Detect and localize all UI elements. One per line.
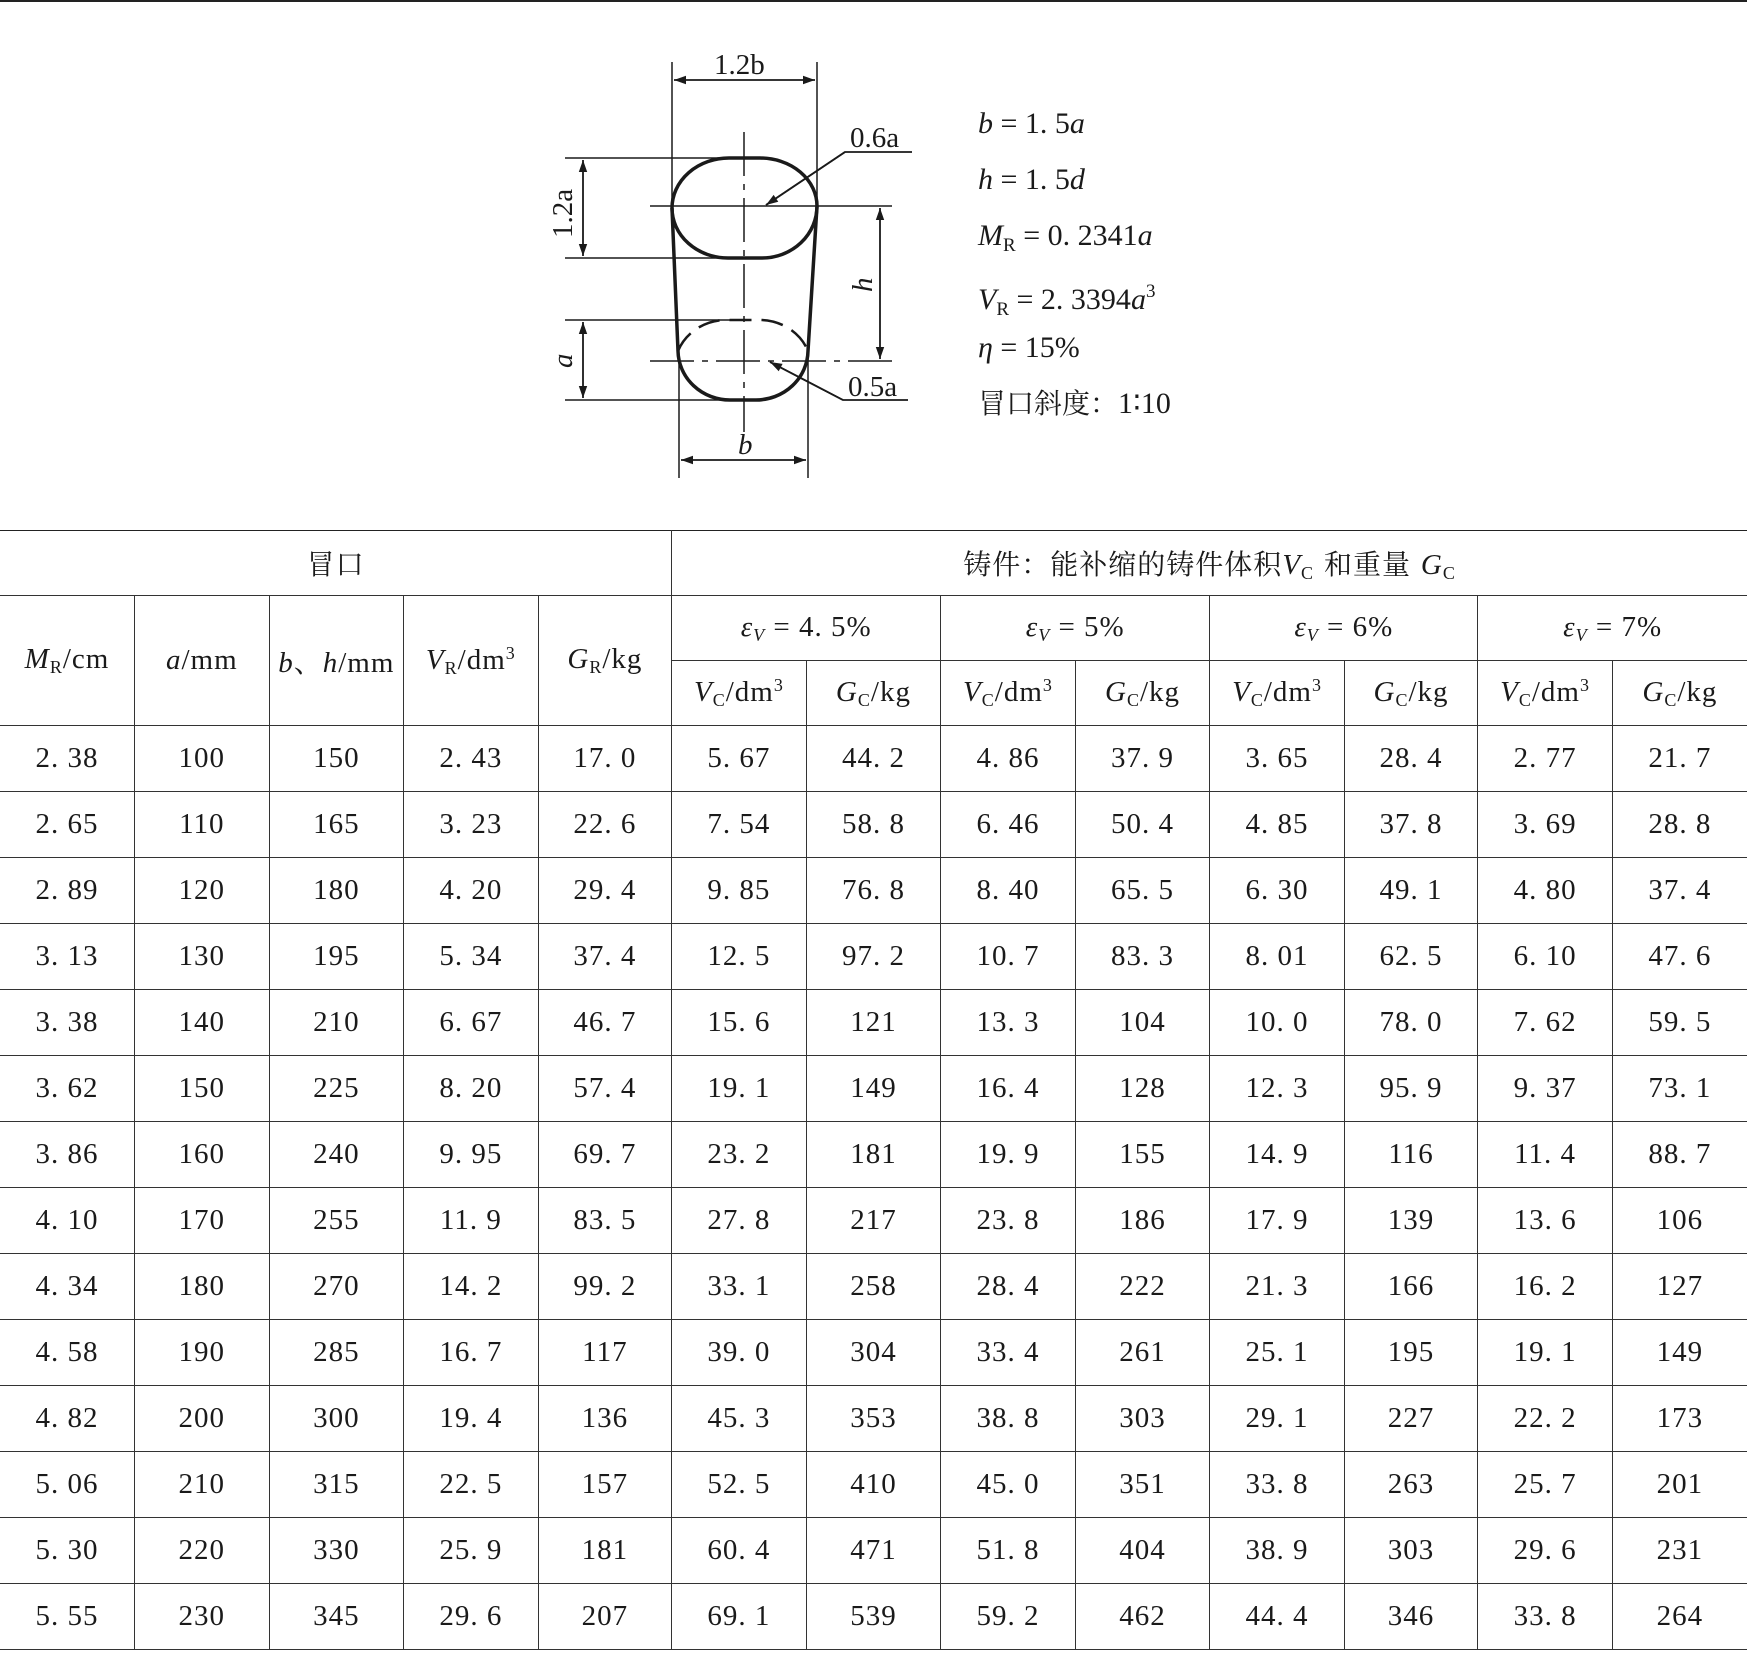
table-cell: 69. 7 (538, 1122, 672, 1188)
table-cell: 6. 67 (404, 990, 539, 1056)
table-row (0, 1188, 1747, 1254)
table-cell: 258 (806, 1254, 941, 1320)
table-cell: 25. 7 (1478, 1452, 1613, 1518)
table-cell: 28. 8 (1612, 792, 1747, 858)
table-cell: 539 (806, 1584, 941, 1650)
table-cell: 57. 4 (538, 1056, 672, 1122)
table-cell: 28. 4 (1344, 726, 1478, 792)
header-vc: $V_C/dm^3$ (1478, 661, 1613, 726)
table-cell: 15. 6 (672, 990, 807, 1056)
table-cell: 4. 82 (0, 1386, 135, 1452)
table-cell: 165 (269, 792, 404, 858)
header-mr: $M_R/cm$ (0, 596, 135, 726)
header-eps-1: $\varepsilon_V = 4$. 5% (672, 596, 941, 661)
table-cell: 170 (135, 1188, 270, 1254)
table-cell: 255 (269, 1188, 404, 1254)
table-cell: 3. 13 (0, 924, 135, 990)
table-row (0, 858, 1747, 924)
table-cell: 16. 2 (1478, 1254, 1613, 1320)
table-cell: 10. 0 (1210, 990, 1345, 1056)
table-cell: 19. 1 (1478, 1320, 1613, 1386)
table-cell: 106 (1612, 1188, 1747, 1254)
table-cell: 83. 5 (538, 1188, 672, 1254)
table-cell: 181 (538, 1518, 672, 1584)
header-gc: $G_C/kg$ (806, 661, 941, 726)
table-cell: 303 (1075, 1386, 1210, 1452)
table-cell: 13. 3 (941, 990, 1076, 1056)
table-cell: 28. 4 (941, 1254, 1076, 1320)
table-cell: 2. 77 (1478, 726, 1613, 792)
formula-vr: $V_R = 2$. $3394a^3$ (978, 281, 1156, 320)
table-cell: 155 (1075, 1122, 1210, 1188)
table-cell: 33. 1 (672, 1254, 807, 1320)
table-cell: 121 (806, 990, 941, 1056)
table-cell: 353 (806, 1386, 941, 1452)
table-cell: 149 (1612, 1320, 1747, 1386)
header-vc: $V_C/dm^3$ (1210, 661, 1345, 726)
table-cell: 25. 9 (404, 1518, 539, 1584)
table-cell: 150 (135, 1056, 270, 1122)
table-cell: 69. 1 (672, 1584, 807, 1650)
table-cell: 62. 5 (1344, 924, 1478, 990)
table-row (0, 792, 1747, 858)
table-cell: 8. 20 (404, 1056, 539, 1122)
table-cell: 11. 9 (404, 1188, 539, 1254)
label-h: h (847, 277, 879, 292)
table-cell: 44. 2 (806, 726, 941, 792)
table-cell: 37. 4 (1612, 858, 1747, 924)
table-cell: 404 (1075, 1518, 1210, 1584)
header-a: a/mm (135, 596, 270, 726)
lower-oval-dashed (678, 320, 808, 351)
table-row (0, 1320, 1747, 1386)
table-cell: 73. 1 (1612, 1056, 1747, 1122)
table-cell: 263 (1344, 1452, 1478, 1518)
table-cell: 139 (1344, 1188, 1478, 1254)
table-cell: 19. 4 (404, 1386, 539, 1452)
table-cell: 44. 4 (1210, 1584, 1345, 1650)
table-cell: 330 (269, 1518, 404, 1584)
table-cell: 210 (269, 990, 404, 1056)
table-cell: 12. 3 (1210, 1056, 1345, 1122)
table-cell: 261 (1075, 1320, 1210, 1386)
header-eps-2: $\varepsilon_V = 5\%$ (941, 596, 1210, 661)
table-cell: 33. 8 (1478, 1584, 1613, 1650)
table-cell: 231 (1612, 1518, 1747, 1584)
table-cell: 157 (538, 1452, 672, 1518)
table-cell: 45. 3 (672, 1386, 807, 1452)
table-cell: 190 (135, 1320, 270, 1386)
table-cell: 3. 86 (0, 1122, 135, 1188)
table-cell: 200 (135, 1386, 270, 1452)
header-gc: $G_C/kg$ (1612, 661, 1747, 726)
table-cell: 180 (269, 858, 404, 924)
table-cell: 117 (538, 1320, 672, 1386)
table-row (0, 1056, 1747, 1122)
table-cell: 17. 9 (1210, 1188, 1345, 1254)
table-cell: 181 (806, 1122, 941, 1188)
table-cell: 78. 0 (1344, 990, 1478, 1056)
table-row (0, 1386, 1747, 1452)
formula-eta: η = 15% (978, 331, 1080, 364)
formula-b: b = 1. 5a (978, 107, 1085, 140)
table-cell: 14. 9 (1210, 1122, 1345, 1188)
table-cell: 97. 2 (806, 924, 941, 990)
table-body (0, 726, 1747, 1650)
label-upper-height: 1.2a (547, 188, 579, 238)
table-row (0, 726, 1747, 792)
header-gc: $G_C/kg$ (1344, 661, 1478, 726)
table-cell: 76. 8 (806, 858, 941, 924)
table-cell: 186 (1075, 1188, 1210, 1254)
table-cell: 4. 85 (1210, 792, 1345, 858)
table-cell: 180 (135, 1254, 270, 1320)
table-cell: 4. 20 (404, 858, 539, 924)
table-cell: 220 (135, 1518, 270, 1584)
table-cell: 60. 4 (672, 1518, 807, 1584)
table-cell: 207 (538, 1584, 672, 1650)
table-cell: 120 (135, 858, 270, 924)
table-cell: 8. 40 (941, 858, 1076, 924)
table-cell: 270 (269, 1254, 404, 1320)
table-row (0, 1452, 1747, 1518)
table-cell: 4. 10 (0, 1188, 135, 1254)
table-cell: 140 (135, 990, 270, 1056)
table-cell: 345 (269, 1584, 404, 1650)
table-cell: 130 (135, 924, 270, 990)
table-cell: 127 (1612, 1254, 1747, 1320)
table-cell: 5. 67 (672, 726, 807, 792)
table-cell: 116 (1344, 1122, 1478, 1188)
table-cell: 22. 2 (1478, 1386, 1613, 1452)
table-cell: 6. 10 (1478, 924, 1613, 990)
table-cell: 410 (806, 1452, 941, 1518)
table-cell: 52. 5 (672, 1452, 807, 1518)
table-cell: 3. 65 (1210, 726, 1345, 792)
table-cell: 21. 7 (1612, 726, 1747, 792)
table-cell: 22. 6 (538, 792, 672, 858)
table-cell: 240 (269, 1122, 404, 1188)
table-cell: 33. 8 (1210, 1452, 1345, 1518)
table-cell: 225 (269, 1056, 404, 1122)
table-cell: 14. 2 (404, 1254, 539, 1320)
table-cell: 227 (1344, 1386, 1478, 1452)
table-cell: 462 (1075, 1584, 1210, 1650)
table-cell: 160 (135, 1122, 270, 1188)
table-cell: 7. 54 (672, 792, 807, 858)
table-cell: 104 (1075, 990, 1210, 1056)
table-cell: 6. 46 (941, 792, 1076, 858)
header-eps-3: $\varepsilon_V = 6\%$ (1210, 596, 1478, 661)
table-cell: 3. 38 (0, 990, 135, 1056)
table-cell: 136 (538, 1386, 672, 1452)
table-cell: 16. 7 (404, 1320, 539, 1386)
table-cell: 25. 1 (1210, 1320, 1345, 1386)
riser-data-table (0, 530, 1747, 1650)
table-cell: 29. 4 (538, 858, 672, 924)
table-cell: 39. 0 (672, 1320, 807, 1386)
table-cell: 4. 58 (0, 1320, 135, 1386)
table-cell: 38. 9 (1210, 1518, 1345, 1584)
table-cell: 5. 34 (404, 924, 539, 990)
table-cell: 51. 8 (941, 1518, 1076, 1584)
table-cell: 7. 62 (1478, 990, 1613, 1056)
table-cell: 65. 5 (1075, 858, 1210, 924)
table-cell: 37. 4 (538, 924, 672, 990)
label-bottom-width: b (738, 429, 753, 461)
formula-block (978, 96, 1171, 432)
table-cell: 4. 86 (941, 726, 1076, 792)
table-cell: 2. 43 (404, 726, 539, 792)
table-cell: 210 (135, 1452, 270, 1518)
table-cell: 166 (1344, 1254, 1478, 1320)
table-cell: 99. 2 (538, 1254, 672, 1320)
table-cell: 37. 8 (1344, 792, 1478, 858)
table-cell: 29. 1 (1210, 1386, 1345, 1452)
table-cell: 5. 55 (0, 1584, 135, 1650)
table-cell: 3. 23 (404, 792, 539, 858)
table-cell: 29. 6 (404, 1584, 539, 1650)
table-cell: 50. 4 (1075, 792, 1210, 858)
header-vc: $V_C/dm^3$ (672, 661, 807, 726)
table-cell: 4. 34 (0, 1254, 135, 1320)
table-cell: 217 (806, 1188, 941, 1254)
table-cell: 4. 80 (1478, 858, 1613, 924)
table-cell: 37. 9 (1075, 726, 1210, 792)
table-cell: 110 (135, 792, 270, 858)
header-gr: $G_R/kg$ (538, 596, 672, 726)
table-cell: 8. 01 (1210, 924, 1345, 990)
table-cell: 83. 3 (1075, 924, 1210, 990)
table-cell: 88. 7 (1612, 1122, 1747, 1188)
table-cell: 95. 9 (1344, 1056, 1478, 1122)
table-cell: 29. 6 (1478, 1518, 1613, 1584)
header-eps-4: $\varepsilon_V = 7\%$ (1478, 596, 1747, 661)
table-cell: 6. 30 (1210, 858, 1345, 924)
table-row (0, 1122, 1747, 1188)
table-cell: 38. 8 (941, 1386, 1076, 1452)
table-cell: 222 (1075, 1254, 1210, 1320)
table-cell: 230 (135, 1584, 270, 1650)
header-casting: 铸件：能补缩的铸件体积$V_C$ 和重量 $G_C$ (672, 531, 1747, 596)
formula-slope: 冒口斜度：1∶10 (978, 387, 1171, 420)
table-cell: 23. 2 (672, 1122, 807, 1188)
riser-dimension-drawing (0, 0, 1747, 520)
table-cell: 3. 69 (1478, 792, 1613, 858)
table-cell: 13. 6 (1478, 1188, 1613, 1254)
table-cell: 22. 5 (404, 1452, 539, 1518)
table-cell: 11. 4 (1478, 1122, 1613, 1188)
table-row (0, 1584, 1747, 1650)
table-cell: 3. 62 (0, 1056, 135, 1122)
table-cell: 315 (269, 1452, 404, 1518)
table-cell: 150 (269, 726, 404, 792)
formula-mr: $M_R = 0$. 2341a (978, 219, 1153, 256)
label-lower-radius: 0.5a (848, 371, 898, 403)
table-cell: 195 (269, 924, 404, 990)
table-cell: 17. 0 (538, 726, 672, 792)
table-cell: 33. 4 (941, 1320, 1076, 1386)
table-cell: 149 (806, 1056, 941, 1122)
table-cell: 9. 95 (404, 1122, 539, 1188)
table-cell: 128 (1075, 1056, 1210, 1122)
table-cell: 303 (1344, 1518, 1478, 1584)
table-cell: 300 (269, 1386, 404, 1452)
table-cell: 59. 5 (1612, 990, 1747, 1056)
table-cell: 46. 7 (538, 990, 672, 1056)
table-cell: 5. 06 (0, 1452, 135, 1518)
table-cell: 10. 7 (941, 924, 1076, 990)
label-top-width: 1.2b (714, 49, 765, 81)
table-cell: 346 (1344, 1584, 1478, 1650)
header-riser: 冒口 (0, 531, 672, 596)
table-cell: 16. 4 (941, 1056, 1076, 1122)
table-cell: 58. 8 (806, 792, 941, 858)
table-cell: 9. 37 (1478, 1056, 1613, 1122)
table-row (0, 990, 1747, 1056)
table-cell: 2. 65 (0, 792, 135, 858)
header-bh: b、h/mm (269, 596, 404, 726)
label-lower-height: a (547, 353, 579, 368)
table-cell: 23. 8 (941, 1188, 1076, 1254)
table-cell: 47. 6 (1612, 924, 1747, 990)
table-cell: 27. 8 (672, 1188, 807, 1254)
table-cell: 201 (1612, 1452, 1747, 1518)
table-cell: 59. 2 (941, 1584, 1076, 1650)
table-cell: 5. 30 (0, 1518, 135, 1584)
table-cell: 100 (135, 726, 270, 792)
header-vc: $V_C/dm^3$ (941, 661, 1076, 726)
label-upper-radius: 0.6a (850, 122, 900, 154)
table-row (0, 1518, 1747, 1584)
table-row (0, 924, 1747, 990)
table-cell: 2. 38 (0, 726, 135, 792)
table-cell: 19. 9 (941, 1122, 1076, 1188)
header-vr: $V_R/dm^3$ (404, 596, 539, 726)
table-cell: 9. 85 (672, 858, 807, 924)
table-cell: 285 (269, 1320, 404, 1386)
table-cell: 19. 1 (672, 1056, 807, 1122)
table-cell: 12. 5 (672, 924, 807, 990)
formula-h: h = 1. 5d (978, 163, 1085, 196)
table-cell: 351 (1075, 1452, 1210, 1518)
table-cell: 471 (806, 1518, 941, 1584)
table-cell: 49. 1 (1344, 858, 1478, 924)
table-cell: 45. 0 (941, 1452, 1076, 1518)
table-cell: 264 (1612, 1584, 1747, 1650)
table-row (0, 1254, 1747, 1320)
header-gc: $G_C/kg$ (1075, 661, 1210, 726)
table-cell: 2. 89 (0, 858, 135, 924)
table-cell: 304 (806, 1320, 941, 1386)
table-cell: 173 (1612, 1386, 1747, 1452)
table-cell: 195 (1344, 1320, 1478, 1386)
table-cell: 21. 3 (1210, 1254, 1345, 1320)
leader-upper-radius (766, 152, 912, 205)
